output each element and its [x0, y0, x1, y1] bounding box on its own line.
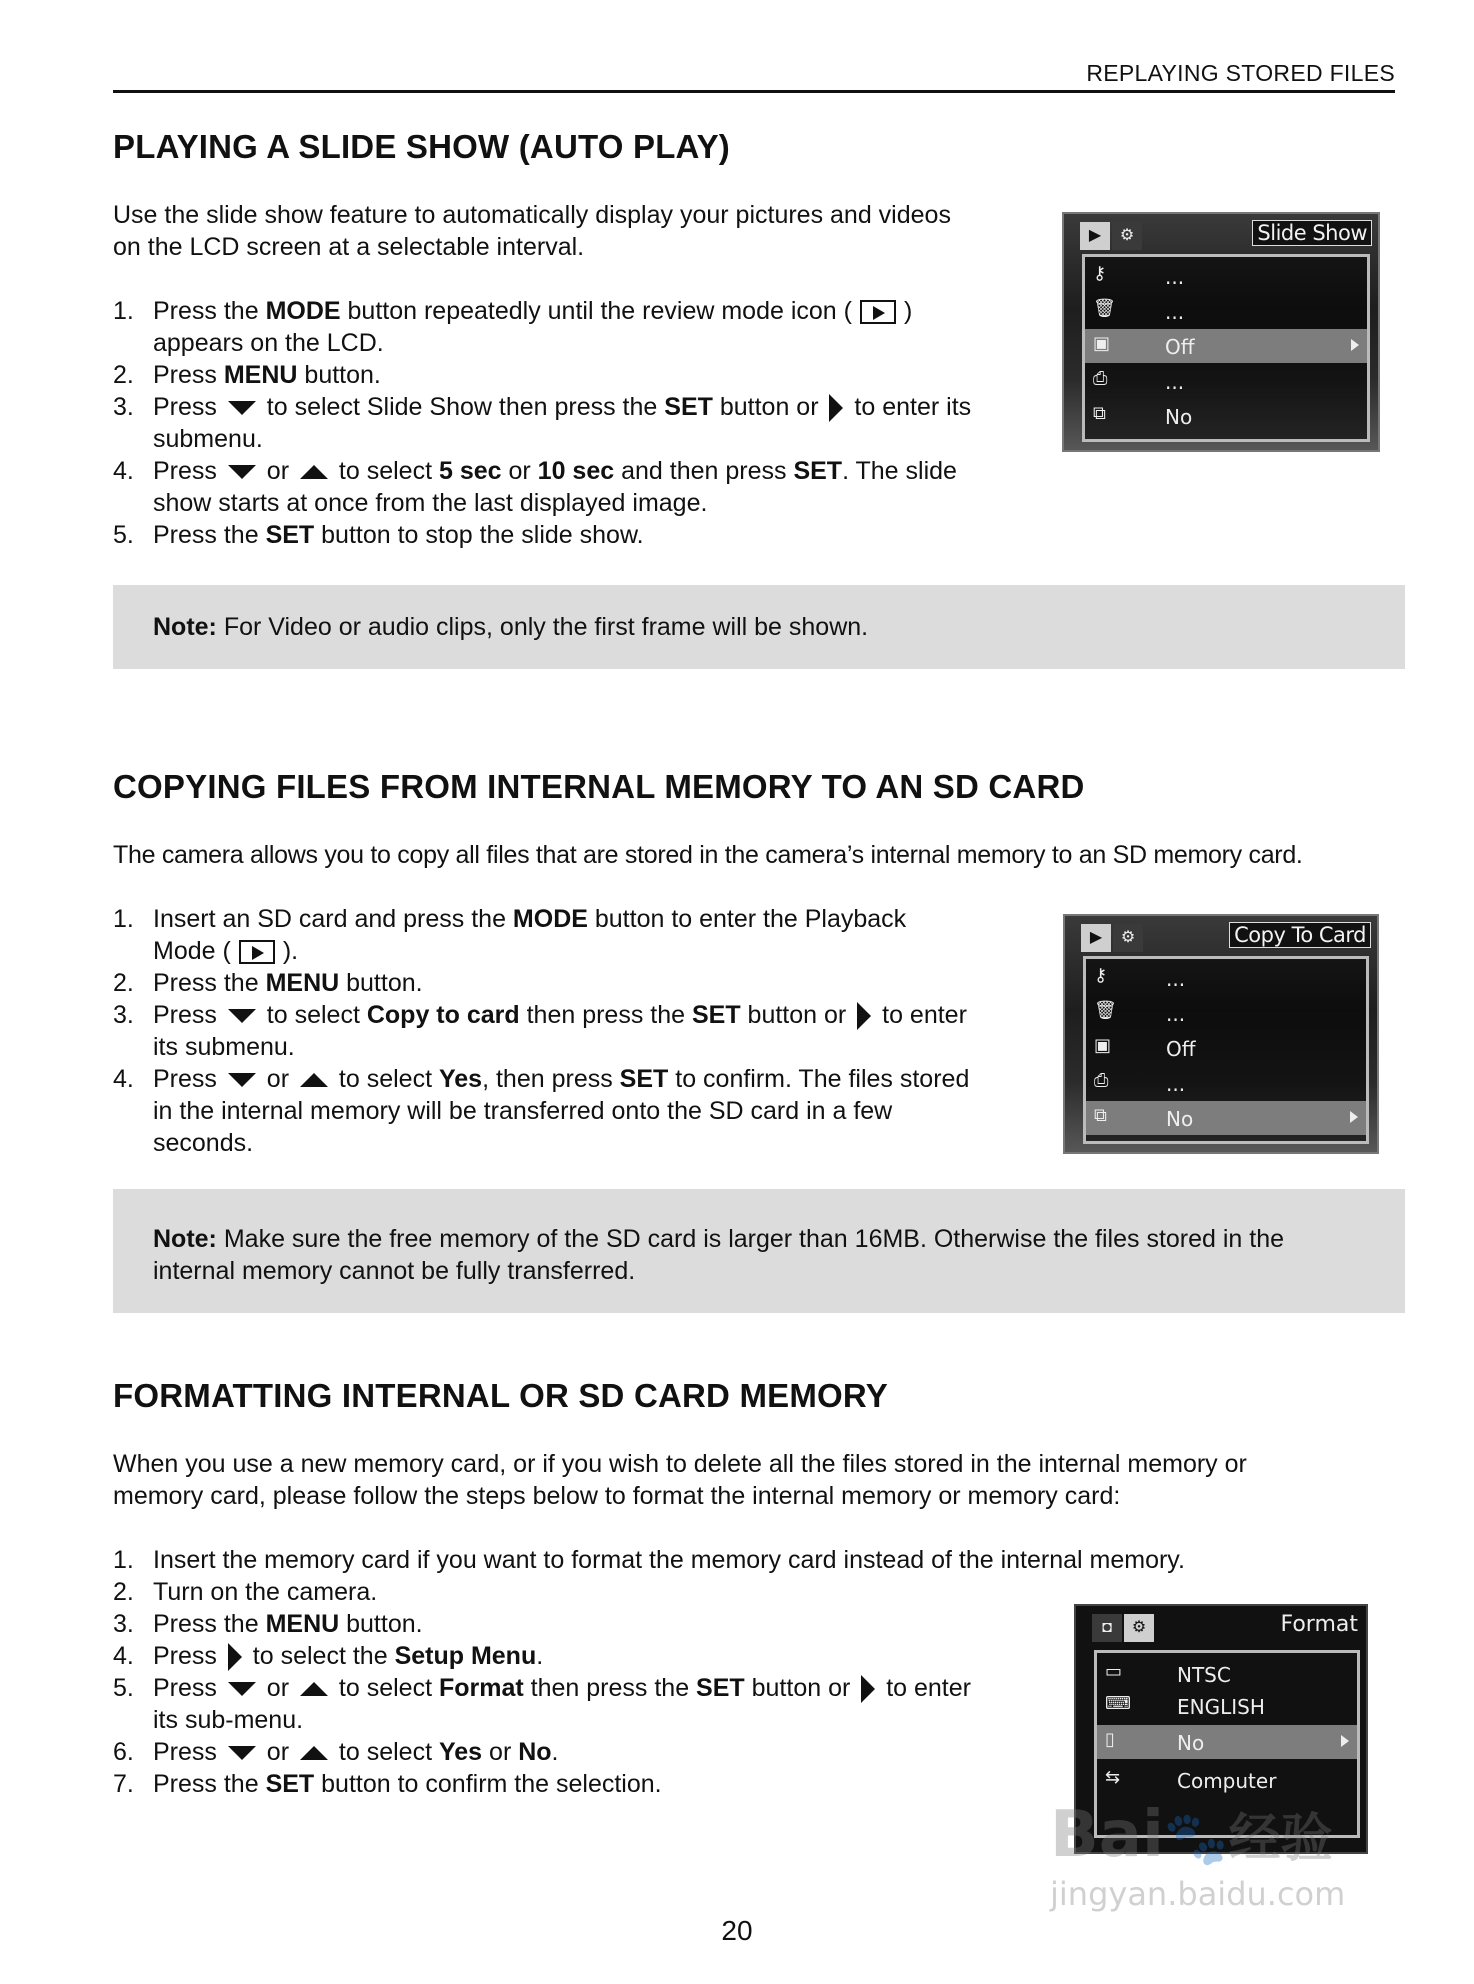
lcd-menu-row: ▣ Off: [1094, 1035, 1196, 1061]
right-arrow-icon: [829, 394, 843, 422]
right-arrow-icon: [861, 1675, 875, 1703]
setup-tab-icon: ⚙: [1112, 222, 1142, 250]
list-item: 5. Press the SET button to stop the slide show.: [113, 521, 644, 549]
slide-show-steps: [113, 295, 1013, 551]
up-arrow-icon: [300, 1682, 328, 1696]
list-item: 1. Press the MODE button repeatedly until the review mode icon ( ) appears on the LCD.: [113, 297, 913, 357]
playback-tab-icon: ▶: [1081, 924, 1111, 952]
lcd-menu-row: ⚷ ...: [1093, 263, 1185, 289]
list-item: 6. Press or to select Yes or No.: [113, 1738, 559, 1766]
lcd-menu-row: ▭ NTSC: [1105, 1661, 1231, 1687]
trash-icon: 🗑: [1094, 1000, 1117, 1021]
tv-out-icon: ▭: [1105, 1661, 1123, 1682]
lcd-menu-row-selected: ▯ No: [1097, 1725, 1357, 1759]
usb-icon: ⇆: [1105, 1767, 1121, 1788]
list-item: 4. Press or to select Yes, then press SET to confirm. The files stored in the internal memory will be transferred onto the SD card in a few seconds.: [113, 1065, 970, 1157]
copy-files-steps: [113, 903, 1013, 1159]
lcd-menu-row: ⇆ Computer: [1105, 1767, 1277, 1793]
down-arrow-icon: [228, 1009, 256, 1023]
list-item: 1. Insert the memory card if you want to format the memory card instead of the internal memory.: [113, 1546, 1185, 1574]
lcd-menu-row: ⧉ No: [1093, 403, 1193, 429]
up-arrow-icon: [300, 465, 328, 479]
right-arrow-icon: [228, 1643, 242, 1671]
list-item: 3. Press the MENU button.: [113, 1610, 423, 1638]
list-item: 2. Press the MENU button.: [113, 969, 423, 997]
lcd-menu-row: ⚷ ...: [1094, 965, 1186, 991]
print-icon: ⎙: [1094, 1070, 1109, 1091]
running-header: [113, 56, 1395, 93]
playback-tab-icon: ▶: [1080, 222, 1110, 250]
protect-key-icon: ⚷: [1093, 263, 1107, 284]
trash-icon: 🗑: [1093, 298, 1116, 319]
list-item: 1. Insert an SD card and press the MODE button to enter the Playback Mode ( ).: [113, 905, 907, 965]
section-heading-format: FORMATTING INTERNAL OR SD CARD MEMORY: [113, 1377, 888, 1414]
lcd-title: Slide Show: [1252, 220, 1372, 246]
copy-card-icon: ⧉: [1094, 1105, 1107, 1126]
running-title: REPLAYING STORED FILES: [1086, 60, 1395, 86]
protect-key-icon: ⚷: [1094, 965, 1108, 986]
camera-tab-icon: ◘: [1092, 1614, 1122, 1642]
lcd-menu-row: ⎙ ...: [1094, 1070, 1186, 1096]
copy-card-icon: ⧉: [1093, 403, 1106, 424]
note-box: Note: Make sure the free memory of the SD card is larger than 16MB. Otherwise the files stored in the internal memory cannot be fully transferred.: [113, 1189, 1405, 1313]
section-heading-slide-show: PLAYING A SLIDE SHOW (AUTO PLAY): [113, 128, 730, 165]
setup-tab-icon: ⚙: [1124, 1614, 1154, 1642]
lcd-menu-row-selected: ⧉ No: [1086, 1101, 1366, 1135]
slideshow-icon: ▣: [1093, 333, 1111, 354]
up-arrow-icon: [300, 1073, 328, 1087]
down-arrow-icon: [228, 401, 256, 415]
lcd-menu-row: 🗑 ...: [1094, 1000, 1186, 1026]
down-arrow-icon: [228, 465, 256, 479]
list-item: 5. Press or to select Format then press the SET button or to enter its sub-menu.: [113, 1674, 971, 1734]
list-item: 4. Press to select the Setup Menu.: [113, 1642, 544, 1670]
note-box: Note: For Video or audio clips, only the first frame will be shown.: [113, 585, 1405, 669]
format-intro: When you use a new memory card, or if you wish to delete all the files stored in the internal memory or memory card, please follow the steps below to format the internal memory or memory card:: [113, 1450, 1247, 1510]
slideshow-icon: ▣: [1094, 1035, 1112, 1056]
print-icon: ⎙: [1093, 368, 1108, 389]
page-number: 20: [721, 1915, 753, 1946]
format-card-icon: ▯: [1105, 1729, 1115, 1750]
list-item: 3. Press to select Slide Show then press the SET button or to enter its submenu.: [113, 393, 972, 453]
list-item: 3. Press to select Copy to card then press the SET button or to enter its submenu.: [113, 1001, 967, 1061]
up-arrow-icon: [300, 1746, 328, 1760]
paw-icon: 🐾: [1163, 1809, 1229, 1869]
review-mode-icon: [860, 300, 896, 324]
section-heading-copy-files: COPYING FILES FROM INTERNAL MEMORY TO AN SD CARD: [113, 768, 1085, 805]
list-item: 2. Press MENU button.: [113, 361, 381, 389]
lcd-screen-slide-show: [1062, 212, 1380, 452]
language-icon: ⌨: [1105, 1693, 1131, 1714]
list-item: 2. Turn on the camera.: [113, 1578, 378, 1606]
setup-tab-icon: ⚙: [1113, 924, 1143, 952]
baidu-watermark: Bai🐾经验 jingyan.baidu.com: [1050, 1798, 1346, 1913]
lcd-title: Format: [1280, 1612, 1358, 1637]
lcd-screen-copy-to-card: [1063, 914, 1379, 1154]
lcd-menu-row: ⎙ ...: [1093, 368, 1185, 394]
lcd-menu-row: ⌨ ENGLISH: [1105, 1693, 1265, 1719]
lcd-menu-row: 🗑 ...: [1093, 298, 1185, 324]
list-item: 7. Press the SET button to confirm the selection.: [113, 1770, 662, 1798]
lcd-menu-row-selected: ▣ Off: [1085, 329, 1367, 363]
right-arrow-icon: [857, 1002, 871, 1030]
slide-show-intro: Use the slide show feature to automatically display your pictures and videos on the LCD screen at a selectable interval.: [113, 201, 951, 261]
down-arrow-icon: [228, 1746, 256, 1760]
lcd-title: Copy To Card: [1229, 922, 1371, 948]
down-arrow-icon: [228, 1682, 256, 1696]
copy-files-intro: The camera allows you to copy all files that are stored in the camera’s internal memory to an SD memory card.: [113, 841, 1303, 869]
playback-mode-icon: [239, 940, 275, 964]
list-item: 4. Press or to select 5 sec or 10 sec and then press SET. The slide show starts at once from the last displayed image.: [113, 457, 957, 517]
down-arrow-icon: [228, 1073, 256, 1087]
